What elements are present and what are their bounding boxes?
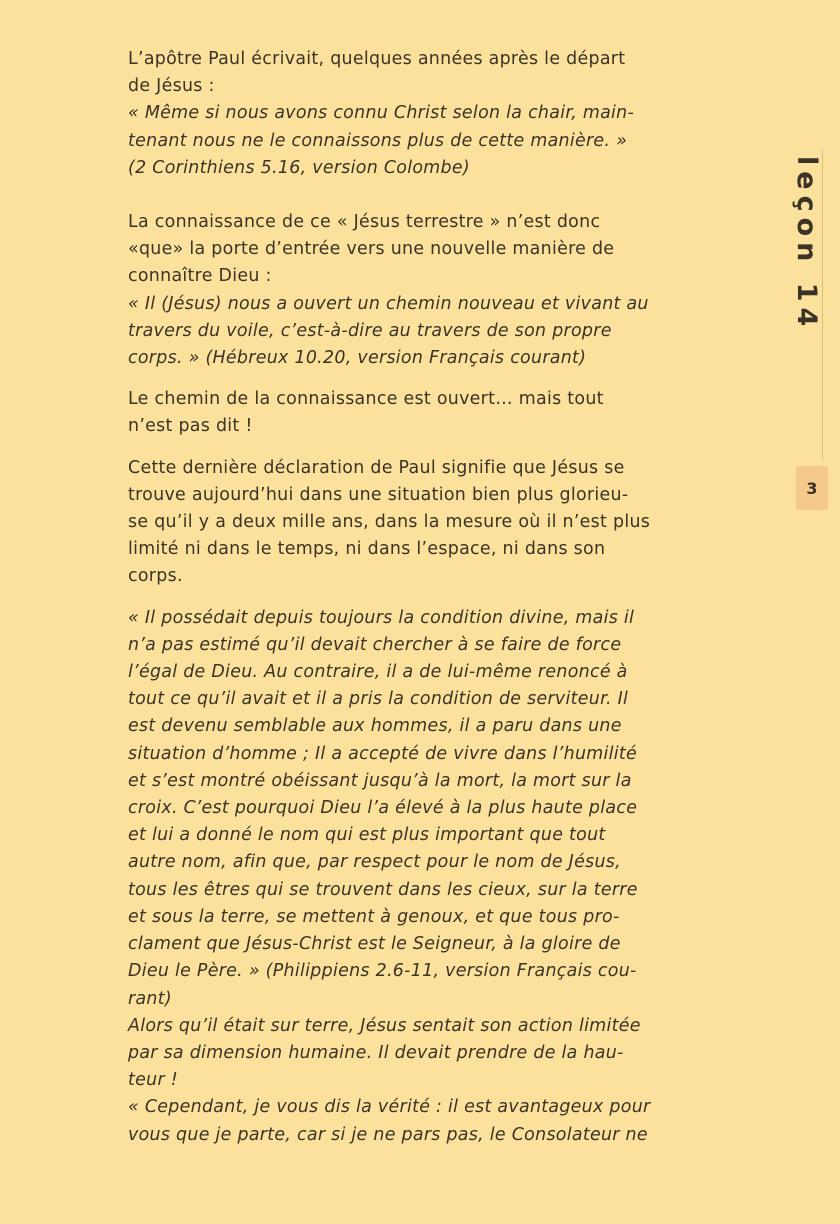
lesson-title	[776, 156, 840, 333]
quote-consolateur: « Cependant, je vous dis la vérité : il est avantageux pour vous que je parte, car si je ne pars pas, le Consolateur ne	[128, 1097, 651, 1145]
quote-hebreux: « Il (Jésus) nous a ouvert un chemin nouveau et vivant au travers du voile, c’est-à-dire au travers de son propre corps. » (Hébreux 10.20, version Français courant)	[128, 293, 649, 369]
body-text	[128, 46, 694, 1149]
paragraph-connaissance: La connaissance de ce « Jésus terrestre » n’est donc «que» la porte d’entrée vers une nouvelle manière de connaître Dieu :	[128, 212, 615, 287]
paragraph-intro: L’apôtre Paul écrivait, quelques années après le départ de Jésus :	[128, 49, 626, 97]
paragraph-terre: Alors qu’il était sur terre, Jésus sentait son action limitée par sa dimension humaine. Il devait prendre de la hau- teur !	[128, 1015, 641, 1091]
quote-corinthians: « Même si nous avons connu Christ selon la chair, main- tenant nous ne le connaissons plus de cette manière. » (2 Corinthiens 5.16, version Colombe)	[128, 103, 635, 178]
page-number: 3	[806, 478, 818, 498]
quote-philippiens: « Il possédait depuis toujours la condition divine, mais il n’a pas estimé qu’il devait chercher à se faire de force l’égal de Dieu. Au contraire, il a de lui-même renoncé à tout ce qu’il avait et il a pris la condition de serviteur. Il est devenu semblable aux hommes, il a paru dans une situation d’homme ; Il a accepté de vivre dans l’humilité et s’est montré obéissant jusqu’à la mort, la mort sur la croix. C’est pourquoi Dieu l’a élevé à la plus haute place et lui a donné le nom qui est plus important que tout autre nom, afin que, par respect pour le nom de Jésus, tous les êtres qui se trouvent dans les cieux, sur la terre et sous la terre, se mettent à genoux, et que tous pro- clament que Jésus-Christ est le Seigneur, à la gloire de Dieu le Père. » (Philippiens 2.6-11, version Français cou- rant)	[128, 607, 638, 1009]
lesson-title-text: leçon 14	[791, 156, 822, 333]
paragraph-declaration: Cette dernière déclaration de Paul signifie que Jésus se trouve aujourd’hui dans une situation bien plus glorieu- se qu’il y a deux mille ans, dans la mesure où il n’est plus limité ni dans le temps, ni dans l’espace, ni dans son corps.	[128, 457, 651, 587]
paragraph-chemin: Le chemin de la connaissance est ouvert… mais tout n’est pas dit !	[128, 389, 604, 437]
page-number-badge	[796, 466, 828, 510]
